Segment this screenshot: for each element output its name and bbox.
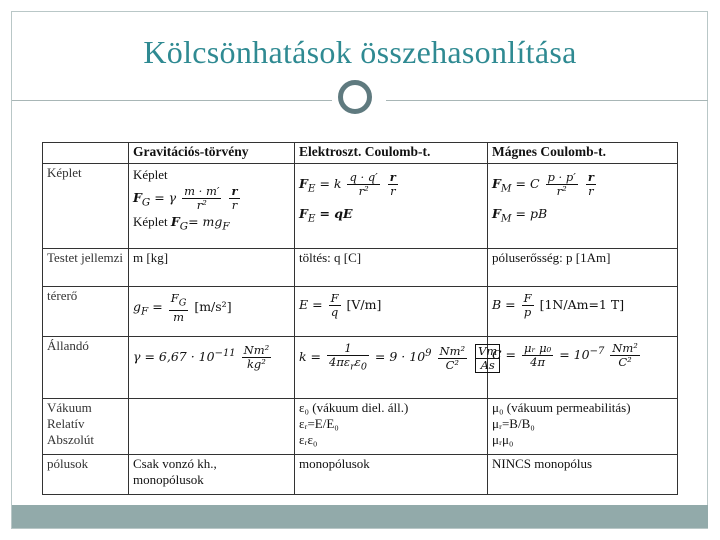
row-label-vakuum: Vákuum Relatív Abszolút (43, 398, 129, 454)
table-row (43, 337, 678, 398)
row-label-testet: Testet jellemzi (43, 249, 129, 287)
magnetic-formula-cell (488, 164, 678, 249)
gravity-polus-cell: Csak vonzó kh., monopólusok (129, 455, 295, 495)
table-row (43, 398, 678, 454)
header-magnetic: Mágnes Coulomb-t. (488, 143, 678, 164)
magnetic-terero-cell: B = $\frac{F}{p}$ [1N/Am=1 T] (488, 287, 678, 337)
magnetic-allando-cell: C = $\frac{\text{μᵣ μ₀}}{4\pi}$ = $10^{-7}$ $\frac{\text{Nm²}}{\text{C²}}$ (488, 337, 678, 398)
magnetic-testet-cell: póluserősség: p [1Am] (488, 249, 678, 287)
gravity-formula: $F_G = \gamma$ $\frac{m \cdot m'}{\text{r²}}$ $\frac{r}{r}$ (133, 184, 238, 213)
table-row (43, 287, 678, 337)
header-electrostatic: Elektroszt. Coulomb-t. (295, 143, 488, 164)
header-gravity: Gravitációs-törvény (129, 143, 295, 164)
row-label-keplet: Képlet (43, 164, 129, 249)
magnetic-force-formula: $F_M$ = pB (492, 206, 548, 225)
comparison-table (42, 142, 678, 495)
gravity-keplet-label: Képlet (133, 167, 168, 183)
electrostatic-formula-cell (295, 164, 488, 249)
gravity-formula-cell (129, 164, 295, 249)
slide-title: Kölcsönhatások összehasonlítása (143, 34, 577, 70)
table-row (43, 455, 678, 495)
gravity-terero-cell: $g_F$ = $\frac{F_G}{m}$ [m/s²] (129, 287, 295, 337)
electrostatic-terero-cell: E = $\frac{F}{q}$ [V/m] (295, 287, 488, 337)
gravity-keplet2: Képlet $F_G= mg_F$ (133, 214, 230, 233)
bottom-accent-bar (12, 505, 708, 528)
gravity-vakuum-cell (129, 398, 295, 454)
magnetic-vakuum-cell: μ₀ (vákuum permeabilitás) μᵣ=B/B₀ μᵣμ₀ (488, 398, 678, 454)
electrostatic-formula: $F_E = k$ $\frac{q \cdot q'}{\text{r²}}$ $\frac{r}{r}$ (299, 170, 396, 199)
gravity-testet-cell: m [kg] (129, 249, 295, 287)
electrostatic-allando-cell: k = $\frac{1}{4\pi\varepsilon_r\varepsilon_0}$ = $9 \cdot 10^9$ $\frac{\text{Nm²}}{\text{C²}}$ $\frac{Vm}{As}$ (295, 337, 488, 398)
header-empty (43, 143, 129, 164)
divider-ring-ornament (338, 80, 372, 114)
electrostatic-force-formula: $F_E$ = qE (299, 206, 353, 225)
electrostatic-polus-cell: monopólusok (295, 455, 488, 495)
electrostatic-testet-cell: töltés: q [C] (295, 249, 488, 287)
row-label-allando: Állandó (43, 337, 129, 398)
title-divider-left (12, 100, 332, 101)
title-divider-right (386, 100, 708, 101)
table-row (43, 249, 678, 287)
table-row (43, 164, 678, 249)
magnetic-polus-cell: NINCS monopólus (488, 455, 678, 495)
gravity-allando-cell: $\gamma = 6,67 \cdot 10^{-11}$ $\frac{\text{Nm²}}{\text{kg²}}$ (129, 337, 295, 398)
electrostatic-vakuum-cell: ε₀ (vákuum diel. áll.) εᵣ=E/E₀ εᵣε₀ (295, 398, 488, 454)
row-label-terero: térerő (43, 287, 129, 337)
row-label-polus: pólusok (43, 455, 129, 495)
table-header-row (43, 143, 678, 164)
magnetic-formula: $F_M = C$ $\frac{p \cdot p'}{\text{r²}}$ $\frac{r}{r}$ (492, 170, 594, 199)
